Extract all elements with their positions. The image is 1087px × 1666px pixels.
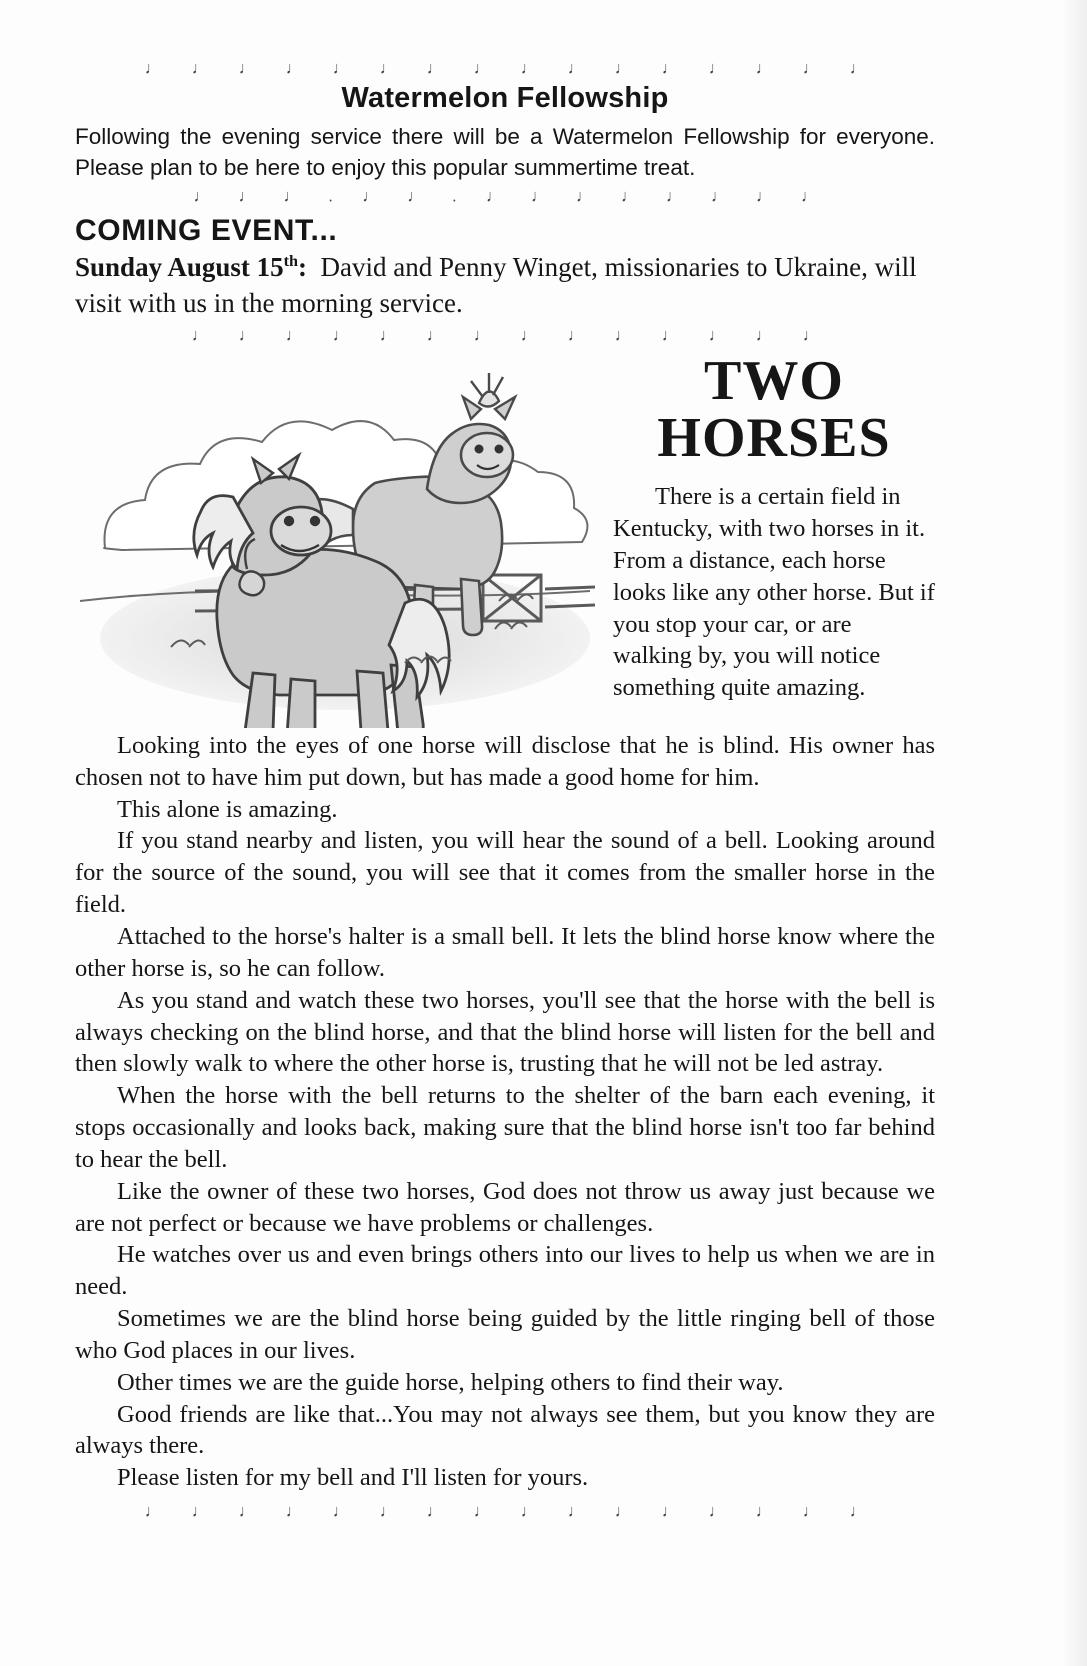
divider-glyph: ♩ [756,1502,771,1522]
divider-glyph: ♩ [286,59,301,79]
divider-row-3 [75,328,935,345]
divider-glyph: ♩ [286,326,301,346]
divider-row-4 [75,1504,935,1521]
divider-glyph: ♩ [568,326,583,346]
divider-glyph: ♩ [531,187,547,207]
divider-glyph: ♩ [850,59,865,79]
divider-glyph: ♩ [239,326,254,346]
divider-glyph: ♩ [486,187,502,207]
divider-glyph: ♩ [756,187,772,207]
divider-glyph: . [328,187,333,207]
coming-event-heading: COMING EVENT... [75,214,338,248]
article-title-line-2: HORSES [657,407,891,470]
divider-glyph: ♩ [576,187,592,207]
divider-glyph: ♩ [238,187,254,207]
article-paragraph: There is a certain field in Kentucky, with two horses in it. From a distance, each horse looks like any other horse. But if you stop your car, or are walking by, you will notice something quite amazing. [613,483,935,702]
divider-glyph: ♩ [192,59,207,79]
two-horses-cartoon-svg [75,363,595,728]
divider-glyph: ♩ [850,1502,865,1522]
divider-glyph: ♩ [145,59,160,79]
divider-glyph: ♩ [568,59,583,79]
divider-glyph: ♩ [521,326,536,346]
divider-glyph: ♩ [427,1502,442,1522]
divider-glyph: ♩ [333,326,348,346]
article-paragraph: Good friends are like that...You may not always see them, but you know they are always there. [75,1400,935,1460]
divider-glyph: ♩ [711,187,727,207]
article-paragraph: This alone is amazing. [117,795,338,823]
coming-event-description: David and Penny Winget, missionaries to Ukraine, will visit with us in the morning service. [75,252,917,318]
divider-glyph: ♩ [801,187,817,207]
coming-event-date-label: Sunday August 15 [75,252,284,283]
divider-glyph: ♩ [474,1502,489,1522]
divider-glyph: ♩ [362,187,378,207]
divider-glyph: ♩ [756,59,771,79]
divider-glyph: ♩ [666,187,682,207]
divider-glyph: ♩ [621,187,637,207]
document-content [75,55,935,1525]
article-paragraph: Other times we are the guide horse, helping others to find their way. [117,1368,784,1396]
divider-glyph: ♩ [803,1502,818,1522]
divider-glyph: ♩ [803,326,818,346]
divider-glyph: ♩ [521,59,536,79]
divider-glyph: ♩ [333,1502,348,1522]
article-body [75,730,935,1494]
divider-row-2 [75,189,935,206]
article-header [75,349,935,728]
divider-glyph: ♩ [662,59,677,79]
divider-glyph: ♩ [662,326,677,346]
divider-glyph: ♩ [239,59,254,79]
divider-glyph: ♩ [709,326,724,346]
divider-glyph: ♩ [145,1502,160,1522]
article-paragraph: As you stand and watch these two horses, you'll see that the horse with the bell is always checking on the blind horse, and that the blind horse will listen for the bell and then slowly walk to where the other horse is, trusting that he will not be led astray. [75,986,935,1078]
article-paragraph: Attached to the horse's halter is a small bell. It lets the blind horse know where the other horse is, so he can follow. [75,922,935,982]
divider-glyph: ♩ [709,59,724,79]
divider-glyph: ♩ [709,1502,724,1522]
divider-glyph: ♩ [756,326,771,346]
watermelon-fellowship-title: Watermelon Fellowship [341,82,669,114]
divider-glyph: ♩ [283,187,299,207]
article-paragraph: Looking into the eyes of one horse will disclose that he is blind. His owner has chosen not to have him put down, but has made a good home for him. [75,731,935,791]
divider-glyph: ♩ [427,326,442,346]
divider-glyph: ♩ [286,1502,301,1522]
divider-glyph: ♩ [615,326,630,346]
divider-glyph: ♩ [662,1502,677,1522]
divider-glyph: . [452,187,457,207]
divider-glyph: ♩ [615,59,630,79]
divider-glyph: ♩ [615,1502,630,1522]
coming-event-date-colon: : [298,252,308,283]
divider-glyph: ♩ [333,59,348,79]
divider-row-1 [75,61,935,78]
divider-glyph: ♩ [380,1502,395,1522]
article-paragraph: Like the owner of these two horses, God does not throw us away just because we are not perfect or because we have problems or challenges. [75,1177,935,1237]
divider-glyph: ♩ [474,326,489,346]
article-paragraph: Sometimes we are the blind horse being guided by the little ringing bell of those who God places in our lives. [75,1305,935,1364]
divider-glyph: ♩ [380,59,395,79]
divider-glyph: ♩ [192,1502,207,1522]
divider-glyph: ♩ [407,187,423,207]
divider-glyph: ♩ [380,326,395,346]
article-paragraph: When the horse with the bell returns to the shelter of the barn each evening, it stops occasionally and looks back, making sure that the blind horse isn't too far behind to hear the bell. [75,1082,935,1173]
divider-glyph: ♩ [568,1502,583,1522]
divider-glyph: ♩ [521,1502,536,1522]
divider-glyph: ♩ [193,187,209,207]
watermelon-fellowship-text: Following the evening service there will be a Watermelon Fellowship for everyone. Please plan to be here to enjoy this popular summertime treat. [75,124,935,181]
article-paragraph: He watches over us and even brings others into our lives to help us when we are in need. [75,1241,935,1301]
two-horses-illustration [75,363,595,728]
article-title-line-1: TWO [704,349,844,412]
article-paragraph: Please listen for my bell and I'll listen for yours. [117,1464,589,1492]
article-paragraph: If you stand nearby and listen, you will hear the sound of a bell. Looking around for the source of the sound, you will see that it comes from the smaller horse in the field. [75,827,935,919]
divider-glyph: ♩ [427,59,442,79]
divider-glyph: ♩ [239,1502,254,1522]
coming-event-date-suffix: th [283,252,299,271]
divider-glyph: ♩ [192,326,207,346]
divider-glyph: ♩ [803,59,818,79]
divider-glyph: ♩ [474,59,489,79]
coming-event-text [75,250,935,322]
coming-event-date [75,252,307,282]
